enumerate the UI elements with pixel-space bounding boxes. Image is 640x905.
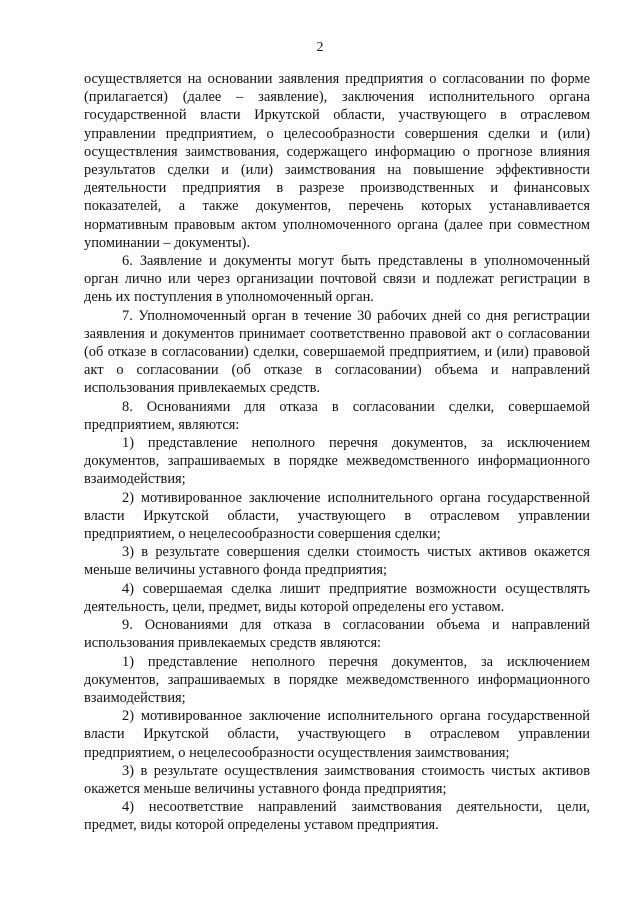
paragraph-9-item-2: 2) мотивированное заключение исполнительного органа государственной власти Иркутской области, участвующего в отраслевом управлении предприятием, о нецелесообразности осуществления заимствования; [84,708,590,761]
paragraph-9-item-4: 4) несоответствие направлений заимствования деятельности, цели, предмет, виды которой определены уставом предприятия. [84,799,590,834]
paragraph-8-item-1: 1) представление неполного перечня документов, за исключением документов, запрашиваемых в порядке межведомственного информационного взаимодействия; [84,435,590,488]
paragraph-9: 9. Основаниями для отказа в согласовании объема и направлений использования привлекаемых средств являются: [84,617,590,652]
page-number: 2 [316,40,324,55]
document-body [84,70,590,835]
paragraph-8-item-3: 3) в результате совершения сделки стоимость чистых активов окажется меньше величины уставного фонда предприятия; [84,544,590,579]
paragraph-6: 6. Заявление и документы могут быть представлены в уполномоченный орган лично или через организации почтовой связи и подлежат регистрации в день их поступления в уполномоченный орган. [84,253,590,306]
paragraph-8-item-4: 4) совершаемая сделка лишит предприятие возможности осуществлять деятельность, цели, предмет, виды которой определены его уставом. [84,580,590,615]
paragraph-8-item-2: 2) мотивированное заключение исполнительного органа государственной власти Иркутской области, участвующего в отраслевом управлении предприятием, о нецелесообразности совершения сделки; [84,489,590,543]
paragraph-9-item-3: 3) в результате осуществления заимствования стоимость чистых активов окажется меньше величины уставного фонда предприятия; [84,762,590,797]
paragraph-7: 7. Уполномоченный орган в течение 30 рабочих дней со дня регистрации заявления и документов принимает соответственно правовой акт о согласовании (об отказе в согласовании) сделки, совершаемой предприятием, и (или) правовой акт о согласовании (об отказе в согласовании) объема и направлений использования привлекаемых средств. [84,307,590,397]
paragraph-continuation: осуществляется на основании заявления предприятия о согласовании по форме (прилагается) (далее – заявление), заключения исполнительного органа государственной власти Иркутской области, участвующего в отраслевом управлении предприятием, о целесообразности совершения сделки и (или) осуществления заимствования, содержащего информацию о прогнозе влияния результатов сделки и (или) заимствования на повышение эффективности деятельности предприятия в разрезе производственных и финансовых показателей, а также документов, перечень которых устанавливается нормативным правовым актом уполномоченного органа (далее при совместном упоминании – документы). [84,71,590,251]
paragraph-9-item-1: 1) представление неполного перечня документов, за исключением документов, запрашиваемых в порядке межведомственного информационного взаимодействия; [84,653,590,706]
paragraph-8: 8. Основаниями для отказа в согласовании сделки, совершаемой предприятием, являются: [84,398,590,433]
